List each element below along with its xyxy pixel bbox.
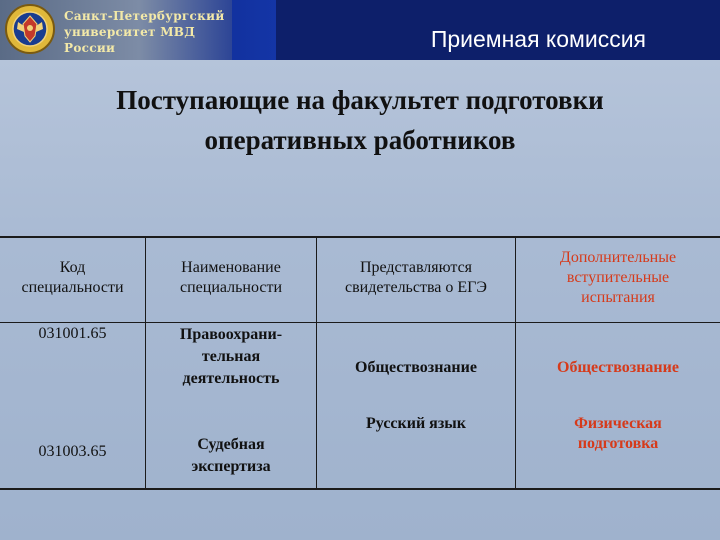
logo-block bbox=[0, 0, 232, 60]
specialties-table bbox=[0, 236, 720, 490]
row1-code: 031001.65 bbox=[38, 325, 107, 342]
extra-exam-physical-training bbox=[516, 414, 720, 454]
row2-code: 031003.65 bbox=[38, 443, 107, 460]
row1-name-line3: деятельность bbox=[182, 370, 280, 387]
header-bar bbox=[0, 0, 720, 60]
section-title: Приемная комиссия bbox=[430, 26, 646, 52]
ege-subject-russian: Русский язык bbox=[366, 415, 466, 432]
header-ege-line1: Представляются bbox=[359, 259, 473, 276]
row1-name-line1: Правоохрани- bbox=[179, 326, 283, 343]
header-name-line2: специальности bbox=[179, 279, 283, 296]
extra-exam-line1: Физическая bbox=[574, 415, 662, 432]
page-title-line1: Поступающие на факультет подготовки bbox=[116, 85, 604, 115]
header-code bbox=[0, 258, 145, 298]
header-code-line2: специальности bbox=[21, 279, 124, 296]
university-name-line2: университет МВД России bbox=[64, 25, 196, 55]
row1-name-line2: тельная bbox=[201, 348, 261, 365]
extra-exam-line2: подготовка bbox=[577, 435, 659, 452]
header-code-line1: Код bbox=[59, 259, 86, 276]
header-row-divider bbox=[0, 322, 720, 323]
header-ege-line2: свидетельства о ЕГЭ bbox=[345, 279, 487, 296]
row2-name bbox=[146, 434, 316, 478]
header-extra-line2: вступительные bbox=[566, 269, 670, 286]
header-extra-line3: испытания bbox=[581, 289, 655, 306]
ege-subject-social-studies: Обществознание bbox=[355, 359, 477, 376]
header-extra-line1: Дополнительные bbox=[559, 249, 677, 266]
section-title-bar bbox=[276, 0, 720, 60]
extra-exam-social-studies: Обществознание bbox=[557, 359, 679, 376]
header-extra bbox=[516, 248, 720, 308]
page-title-line2: оперативных работников bbox=[204, 125, 516, 155]
police-eagle-emblem-icon bbox=[4, 2, 56, 56]
row2-name-line1: Судебная bbox=[197, 436, 265, 453]
header-ege bbox=[317, 258, 515, 298]
university-name bbox=[64, 8, 234, 56]
university-name-line1: Санкт-Петербургский bbox=[64, 9, 225, 23]
page-title bbox=[20, 80, 700, 160]
row2-name-line2: экспертиза bbox=[191, 458, 271, 475]
header-name bbox=[146, 258, 316, 298]
row1-name bbox=[146, 324, 316, 390]
header-name-line1: Наименование bbox=[181, 259, 281, 276]
